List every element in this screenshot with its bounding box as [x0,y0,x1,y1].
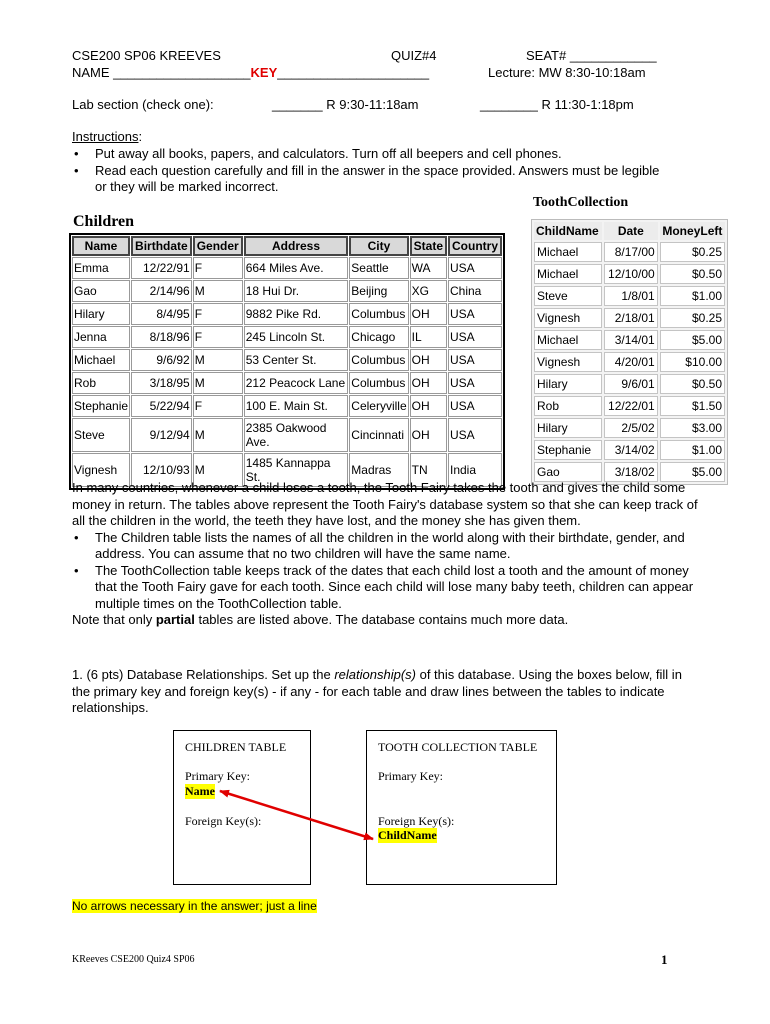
table-cell: 9882 Pike Rd. [244,303,349,325]
table-cell: USA [448,372,502,394]
table-cell: 2/5/02 [604,418,658,438]
table-cell: Hilary [72,303,130,325]
table-cell: Rob [534,396,602,416]
tooth-table-title: ToothCollection [533,195,629,210]
note-bold: partial [155,612,195,627]
table-cell: 2/14/96 [131,280,192,302]
tooth-col-header: ChildName [534,222,602,240]
table-cell: OH [410,303,447,325]
children-table-title: Children [73,213,135,230]
table-cell: Celeryville [349,395,408,417]
table-cell: $0.50 [660,264,725,284]
table-cell: OH [410,349,447,371]
table-cell: F [193,257,243,279]
table-cell: 2/18/01 [604,308,658,328]
table-cell: Stephanie [72,395,130,417]
children-col-header: Country [448,236,502,256]
table-cell: Columbus [349,303,408,325]
table-cell: China [448,280,502,302]
name-suffix: _____________________ [277,65,430,80]
tooth-fk-label: Foreign Key(s): [378,814,455,828]
table-cell: 53 Center St. [244,349,349,371]
table-cell: 18 Hui Dr. [244,280,349,302]
table-cell: F [193,326,243,348]
table-cell: Chicago [349,326,408,348]
table-cell: Hilary [534,418,602,438]
table-cell: Michael [72,349,130,371]
table-cell: USA [448,257,502,279]
footer-label: KReeves CSE200 Quiz4 SP06 [72,954,195,965]
table-cell: $0.50 [660,374,725,394]
quiz-label: QUIZ#4 [391,48,437,63]
table-cell: F [193,395,243,417]
table-cell: M [193,418,243,452]
table-cell: Michael [534,242,602,262]
table-cell: Vignesh [534,352,602,372]
table-cell: 3/18/95 [131,372,192,394]
table-cell: 9/12/94 [131,418,192,452]
table-cell: Madras [349,453,408,487]
table-cell: M [193,372,243,394]
table-cell: $5.00 [660,330,725,350]
table-cell: 2385 Oakwood Ave. [244,418,349,452]
note-suffix: tables are listed above. The database contains much more data. [194,612,569,627]
table-cell: IL [410,326,447,348]
name-prefix: NAME ___________________ [72,65,251,80]
table-cell: 3/18/02 [604,462,658,482]
tooth-pk-label: Primary Key: [378,769,443,783]
lab-option-2: ________ R 11:30-1:18pm [480,97,634,112]
table-cell: $3.00 [660,418,725,438]
tooth-fk-value: ChildName [378,828,437,842]
page-number: 1 [661,952,668,967]
table-cell: 1485 Kannappa St. [244,453,349,487]
lecture-label: Lecture: MW 8:30-10:18am [488,65,646,80]
table-cell: $0.25 [660,308,725,328]
table-cell: OH [410,372,447,394]
table-cell: $1.00 [660,286,725,306]
children-pk-value: Name [185,784,215,798]
children-col-header: Birthdate [131,236,192,256]
table-cell: TN [410,453,447,487]
instruction-item: • Read each question carefully and fill in the answer in the space provided. Answers must be legible or they will be marked incorrect. [72,163,665,196]
table-cell: 3/14/02 [604,440,658,460]
table-cell: Gao [72,280,130,302]
lab-section-label: Lab section (check one): [72,97,214,112]
table-cell: Columbus [349,349,408,371]
table-cell: Cincinnati [349,418,408,452]
table-cell: 4/20/01 [604,352,658,372]
table-cell: 8/18/96 [131,326,192,348]
table-cell: M [193,280,243,302]
table-cell: 1/8/01 [604,286,658,306]
table-cell: OH [410,395,447,417]
children-fk-label: Foreign Key(s): [185,814,262,828]
tooth-box-title: TOOTH COLLECTION TABLE [378,740,538,754]
table-cell: 12/22/01 [604,396,658,416]
course-title: CSE200 SP06 KREEVES [72,48,221,63]
table-cell: Rob [72,372,130,394]
table-cell: $5.00 [660,462,725,482]
table-cell: 212 Peacock Lane [244,372,349,394]
table-cell: 3/14/01 [604,330,658,350]
table-cell: Stephanie [534,440,602,460]
answer-note: No arrows necessary in the answer; just a line [72,899,317,913]
table-cell: Vignesh [534,308,602,328]
table-cell: Steve [534,286,602,306]
table-cell: XG [410,280,447,302]
table-cell: 245 Lincoln St. [244,326,349,348]
table-cell: $1.00 [660,440,725,460]
instructions-heading-text: Instructions [72,129,139,144]
table-cell: 12/10/93 [131,453,192,487]
description-item: • The Children table lists the names of all the children in the world along with their birthdate, gender, and address. You can assume that no two children will have the same name. [72,530,702,563]
intro-paragraph: In many countries, whenever a child loses a tooth, the Tooth Fairy takes the tooth and gives the child some money in return. The tables above represent the Tooth Fairy's database system so that she can keep track of all the children in the world, the teeth they have lost, and the money she has given them. [72,480,698,528]
seat-label: SEAT# ____________ [526,48,657,63]
tooth-col-header: Date [604,222,658,240]
description-item: • The ToothCollection table keeps track of the dates that each child lost a tooth and the amount of money that the Tooth Fairy gave for each tooth. Since each child will lose many baby teeth, children can appear multiple times on the ToothCollection table. [72,563,702,613]
name-key: KEY [250,65,278,80]
table-cell: 9/6/92 [131,349,192,371]
table-cell: Steve [72,418,130,452]
children-col-header: Gender [193,236,243,256]
table-cell: Michael [534,264,602,284]
table-cell: 9/6/01 [604,374,658,394]
table-cell: 664 Miles Ave. [244,257,349,279]
children-col-header: State [410,236,447,256]
question-1-suffix: of this database. Using the boxes below, fill in the primary key and foreign key(s) - if any - for each table and draw lines between the tables to indicate relationships. [72,667,682,715]
instruction-item: • Put away all books, papers, and calculators. Turn off all beepers and cell phones. [72,146,672,163]
table-cell: Jenna [72,326,130,348]
table-cell: $1.50 [660,396,725,416]
table-cell: OH [410,418,447,452]
table-cell: M [193,453,243,487]
table-cell: Emma [72,257,130,279]
children-box-title: CHILDREN TABLE [185,740,287,754]
note-prefix: Note that only [72,612,156,627]
table-cell: USA [448,326,502,348]
table-cell: Gao [534,462,602,482]
table-cell: USA [448,395,502,417]
relationship-line [220,791,373,839]
children-pk-label: Primary Key: [185,769,250,783]
table-cell: Beijing [349,280,408,302]
table-cell: Columbus [349,372,408,394]
children-col-header: Address [244,236,349,256]
table-cell: F [193,303,243,325]
table-cell: Michael [534,330,602,350]
table-cell: USA [448,418,502,452]
tooth-col-header: MoneyLeft [660,222,725,240]
table-cell: India [448,453,502,487]
table-cell: 5/22/94 [131,395,192,417]
table-cell: M [193,349,243,371]
table-cell: Vignesh [72,453,130,487]
table-cell: 8/17/00 [604,242,658,262]
table-cell: 12/22/91 [131,257,192,279]
table-cell: 100 E. Main St. [244,395,349,417]
table-cell: WA [410,257,447,279]
question-1-prefix: 1. (6 pts) Database Relationships. Set up the [72,667,335,682]
table-cell: USA [448,349,502,371]
table-cell: Seattle [349,257,408,279]
children-col-header: Name [72,236,130,256]
table-cell: $0.25 [660,242,725,262]
table-cell: USA [448,303,502,325]
lab-option-1: _______ R 9:30-11:18am [272,97,419,112]
question-1-italic: relationship(s) [334,667,416,682]
table-cell: $10.00 [660,352,725,372]
table-cell: 8/4/95 [131,303,192,325]
table-cell: 12/10/00 [604,264,658,284]
children-col-header: City [349,236,408,256]
table-cell: Hilary [534,374,602,394]
instructions-heading: Instructions: [72,129,143,144]
